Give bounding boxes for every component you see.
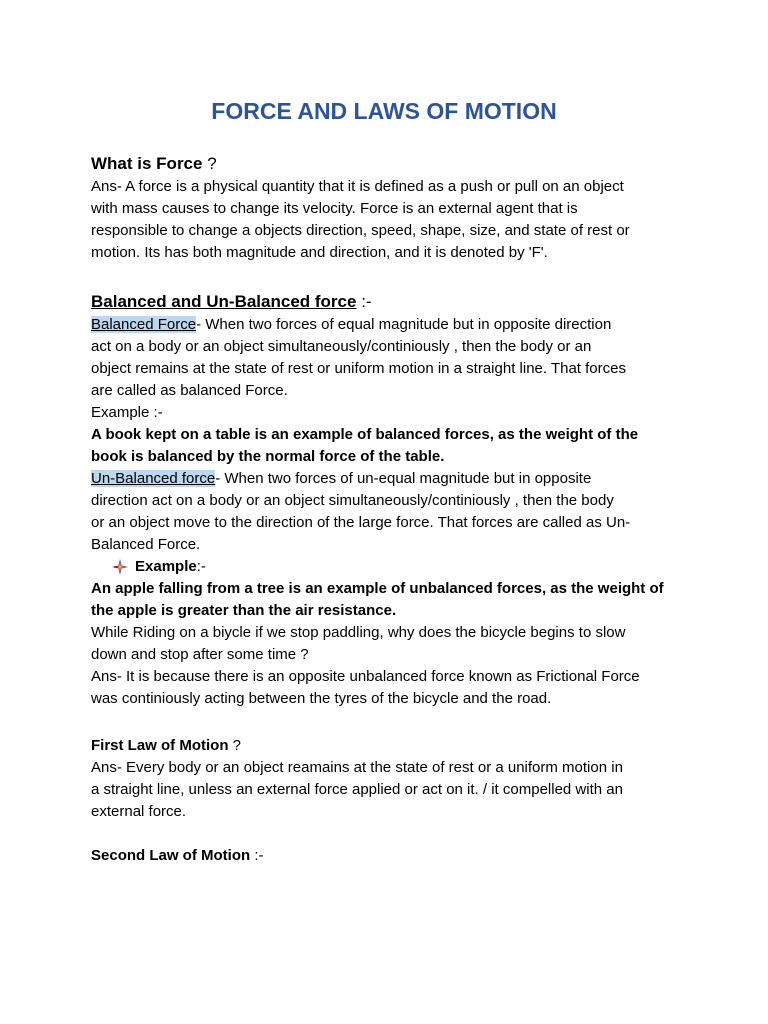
paragraph-line: motion. Its has both magnitude and direction, and it is denoted by 'F'. (91, 244, 548, 261)
paragraph-line (91, 314, 691, 336)
heading-suffix: :- (356, 292, 372, 311)
example-label: Example (135, 558, 197, 575)
question-line: down and stop after some time ? (91, 646, 309, 663)
paragraph-text: - When two forces of equal magnitude but in opposite direction (196, 316, 612, 333)
heading-first-law (91, 735, 691, 757)
paragraph-line: or an object move to the direction of the large force. That forces are called as Un- (91, 514, 631, 531)
section-balanced-unbalanced (91, 291, 691, 710)
paragraph-line (91, 468, 691, 490)
section-second-law (91, 845, 691, 867)
heading-second-law (91, 845, 691, 867)
example-text-line: A book kept on a table is an example of balanced forces, as the weight of the (91, 426, 639, 443)
paragraph-line: with mass causes to change its velocity. Force is an external agent that is (91, 200, 578, 217)
example-suffix: :- (196, 558, 206, 575)
page-title: FORCE AND LAWS OF MOTION (211, 98, 557, 124)
answer-line: was continiously acting between the tyres of the bicycle and the road. (91, 690, 552, 707)
example-bullet-row (111, 556, 691, 578)
paragraph-line: a straight line, unless an external force applied or act on it. / it compelled with an (91, 781, 623, 798)
paragraph-line: responsible to change a objects direction, speed, shape, size, and state of rest or (91, 222, 630, 239)
paragraph-line: Balanced Force. (91, 536, 201, 553)
heading-text: First Law of Motion (91, 737, 229, 754)
example-text-line: the apple is greater than the air resistance. (91, 602, 397, 619)
star-bullet-icon (111, 558, 129, 576)
paragraph-line: direction act on a body or an object simultaneously/continiously , then the body (91, 492, 614, 509)
paragraph-line: object remains at the state of rest or uniform motion in a straight line. That forces (91, 360, 626, 377)
example-label: Example :- (91, 404, 163, 421)
heading-balanced-unbalanced (91, 291, 691, 313)
answer-line: Ans- It is because there is an opposite unbalanced force known as Frictional Force (91, 668, 640, 685)
paragraph-line: Ans- A force is a physical quantity that it is defined as a push or pull on an object (91, 178, 624, 195)
unbalanced-force-term: Un-Balanced force (91, 470, 216, 487)
paragraph-line: Ans- Every body or an object reamains at the state of rest or a uniform motion in (91, 759, 623, 776)
section-first-law (91, 735, 691, 823)
example-text-line: An apple falling from a tree is an example of unbalanced forces, as the weight of (91, 580, 664, 597)
heading-suffix: :- (250, 847, 264, 864)
paragraph-line: external force. (91, 803, 187, 820)
heading-text: Second Law of Motion (91, 847, 251, 864)
example-text-line: book is balanced by the normal force of the table. (91, 448, 445, 465)
heading-text: What is Force (91, 154, 203, 173)
paragraph-line: are called as balanced Force. (91, 382, 288, 399)
paragraph-line: act on a body or an object simultaneously/continiously , then the body or an (91, 338, 592, 355)
balanced-force-term: Balanced Force (91, 316, 197, 333)
heading-suffix: ? (228, 737, 241, 754)
paragraph-text: - When two forces of un-equal magnitude but in opposite (215, 470, 592, 487)
section-what-is-force (91, 153, 691, 264)
heading-suffix: ? (202, 154, 217, 173)
question-line: While Riding on a biycle if we stop paddling, why does the bicycle begins to slow (91, 624, 626, 641)
heading-text: Balanced and Un-Balanced force (91, 292, 357, 311)
heading-what-is-force (91, 153, 691, 175)
